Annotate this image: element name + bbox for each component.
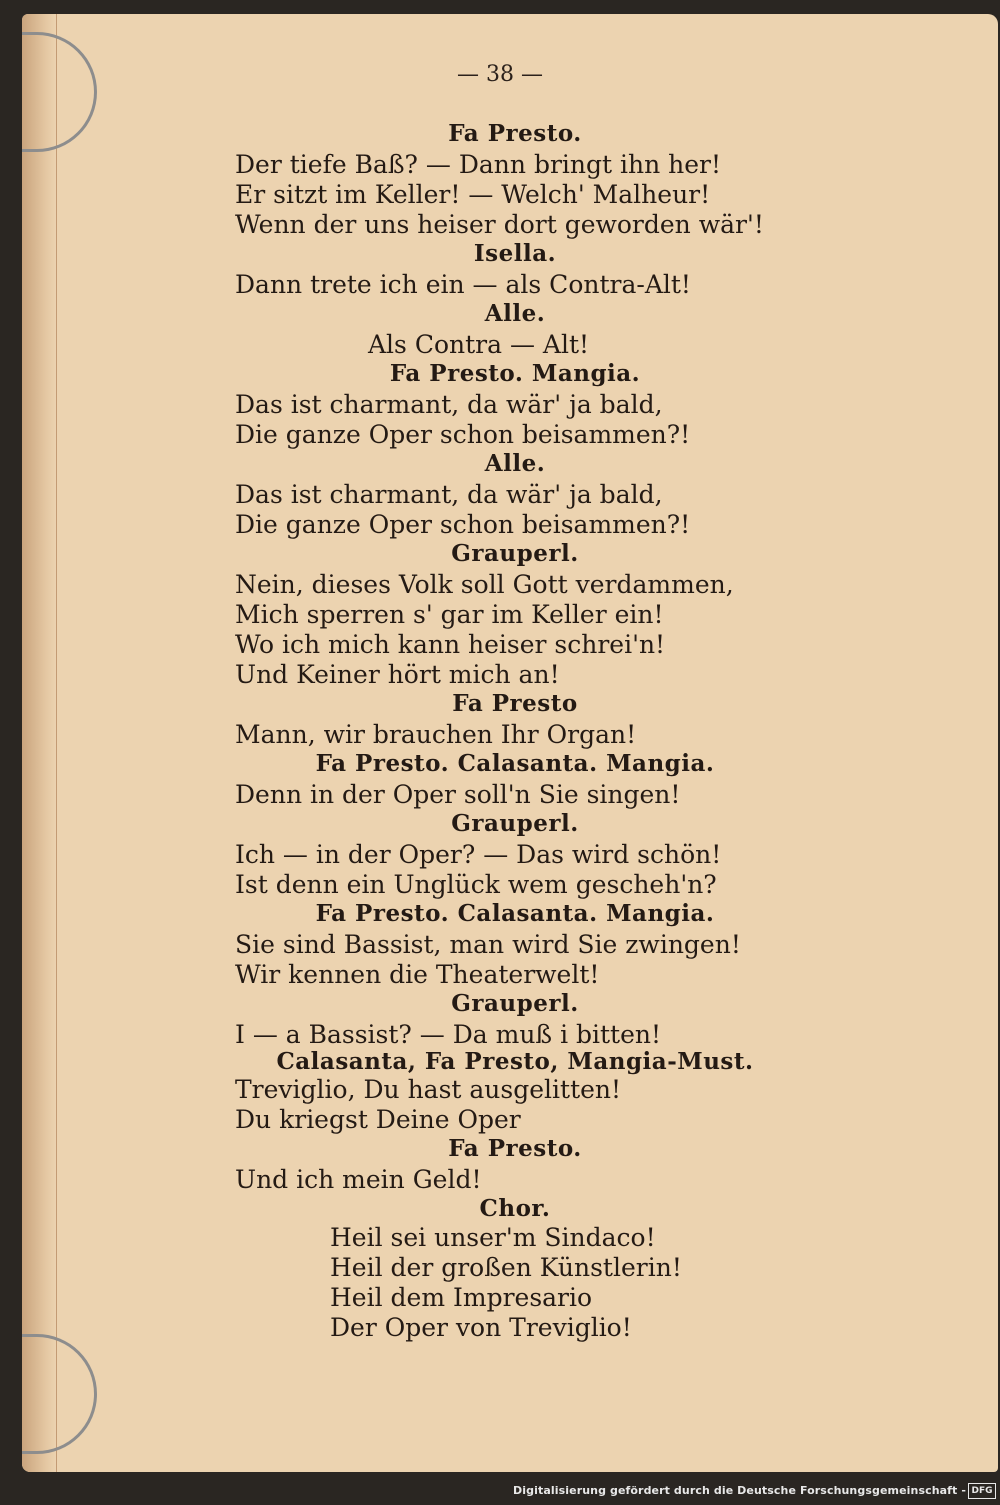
speaker-name: Fa Presto. Mangia. <box>389 360 641 387</box>
dfg-logo: DFG <box>968 1483 996 1499</box>
speaker-name: Fa Presto <box>452 690 578 717</box>
speaker-name: Fa Presto. Calasanta. Mangia. <box>315 900 715 927</box>
speaker-name: Isella. <box>473 240 557 267</box>
page-number: — 38 — <box>457 62 543 87</box>
verse-line: Das ist charmant, da wär' ja bald, <box>235 480 663 509</box>
page-clip-bottom <box>22 1334 97 1454</box>
page-clip-top <box>22 32 97 152</box>
verse-line: Er sitzt im Keller! — Welch' Malheur! <box>235 180 711 209</box>
speaker-name: Fa Presto. <box>448 1135 582 1162</box>
verse-line: Sie sind Bassist, man wird Sie zwingen! <box>235 930 741 959</box>
verse-line: Dann trete ich ein — als Contra-Alt! <box>235 270 691 299</box>
verse-line: Mich sperren s' gar im Keller ein! <box>235 600 664 629</box>
speaker-name: Fa Presto. Calasanta. Mangia. <box>315 750 715 777</box>
verse-line: Als Contra — Alt! <box>368 330 590 359</box>
speaker-name: Fa Presto. <box>448 120 582 147</box>
speaker-name: Chor. <box>479 1195 551 1222</box>
verse-line: Der Oper von Treviglio! <box>330 1313 632 1342</box>
verse-line: Der tiefe Baß? — Dann bringt ihn her! <box>235 150 722 179</box>
verse-line: Mann, wir brauchen Ihr Organ! <box>235 720 637 749</box>
verse-line: Du kriegst Deine Oper <box>235 1105 521 1134</box>
verse-line: Ich — in der Oper? — Das wird schön! <box>235 840 722 869</box>
verse-line: Und Keiner hört mich an! <box>235 660 560 689</box>
speaker-name: Calasanta, Fa Presto, Mangia-Must. <box>276 1048 754 1075</box>
verse-line: Heil der großen Künstlerin! <box>330 1253 682 1282</box>
speaker-name: Grauperl. <box>451 540 579 567</box>
speaker-name: Alle. <box>484 450 546 477</box>
speaker-name: Grauperl. <box>451 990 579 1017</box>
verse-line: Wenn der uns heiser dort geworden wär'! <box>235 210 764 239</box>
verse-line: Heil sei unser'm Sindaco! <box>330 1223 656 1252</box>
speaker-name: Alle. <box>484 300 546 327</box>
verse-line: Heil dem Impresario <box>330 1283 593 1312</box>
verse-line: Treviglio, Du hast ausgelitten! <box>235 1075 622 1104</box>
verse-line: Und ich mein Geld! <box>235 1165 482 1194</box>
speaker-name: Grauperl. <box>451 810 579 837</box>
funding-notice: Digitalisierung gefördert durch die Deutsche Forschungsgemeinschaft - <box>513 1484 966 1497</box>
verse-line: I — a Bassist? — Da muß i bitten! <box>235 1020 662 1049</box>
verse-line: Die ganze Oper schon beisammen?! <box>235 510 691 539</box>
verse-line: Nein, dieses Volk soll Gott verdammen, <box>235 570 734 599</box>
page-spine <box>22 14 57 1472</box>
verse-line: Ist denn ein Unglück wem gescheh'n? <box>235 870 717 899</box>
verse-line: Das ist charmant, da wär' ja bald, <box>235 390 663 419</box>
verse-line: Die ganze Oper schon beisammen?! <box>235 420 691 449</box>
verse-line: Wir kennen die Theaterwelt! <box>235 960 600 989</box>
verse-line: Denn in der Oper soll'n Sie singen! <box>235 780 681 809</box>
verse-line: Wo ich mich kann heiser schrei'n! <box>235 630 666 659</box>
